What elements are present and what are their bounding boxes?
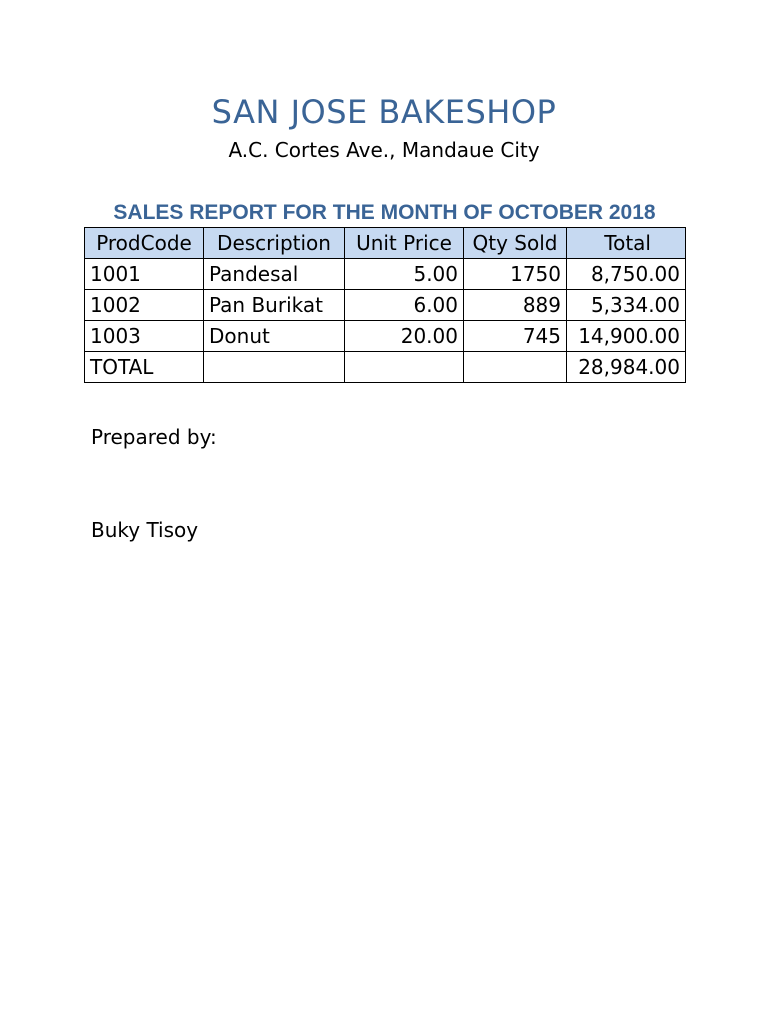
cell-prodcode: 1002 <box>85 290 204 321</box>
column-header-qty-sold: Qty Sold <box>464 228 567 259</box>
preparer-name: Buky Tisoy <box>91 518 199 542</box>
cell-prodcode: 1003 <box>85 321 204 352</box>
empty-cell <box>204 352 345 383</box>
table-row <box>85 259 686 290</box>
cell-description: Pandesal <box>204 259 345 290</box>
column-header-total: Total <box>567 228 686 259</box>
company-address: A.C. Cortes Ave., Mandaue City <box>228 138 540 162</box>
table-row <box>85 290 686 321</box>
cell-total: 8,750.00 <box>567 259 686 290</box>
cell-qty-sold: 1750 <box>464 259 567 290</box>
sales-table <box>84 227 686 383</box>
cell-prodcode: 1001 <box>85 259 204 290</box>
cell-qty-sold: 889 <box>464 290 567 321</box>
cell-unit-price: 5.00 <box>345 259 464 290</box>
company-name: SAN JOSE BAKESHOP <box>211 93 557 131</box>
cell-description: Donut <box>204 321 345 352</box>
table-header-row <box>85 228 686 259</box>
cell-total: 14,900.00 <box>567 321 686 352</box>
report-heading: SALES REPORT FOR THE MONTH OF OCTOBER 2018 <box>113 201 656 224</box>
column-header-unit-price: Unit Price <box>345 228 464 259</box>
total-row <box>85 352 686 383</box>
empty-cell <box>464 352 567 383</box>
cell-unit-price: 20.00 <box>345 321 464 352</box>
cell-qty-sold: 745 <box>464 321 567 352</box>
cell-description: Pan Burikat <box>204 290 345 321</box>
cell-unit-price: 6.00 <box>345 290 464 321</box>
grand-total: 28,984.00 <box>567 352 686 383</box>
cell-total: 5,334.00 <box>567 290 686 321</box>
total-label: TOTAL <box>85 352 204 383</box>
table-row <box>85 321 686 352</box>
prepared-by-label: Prepared by: <box>91 425 217 449</box>
empty-cell <box>345 352 464 383</box>
column-header-prodcode: ProdCode <box>85 228 204 259</box>
column-header-description: Description <box>204 228 345 259</box>
